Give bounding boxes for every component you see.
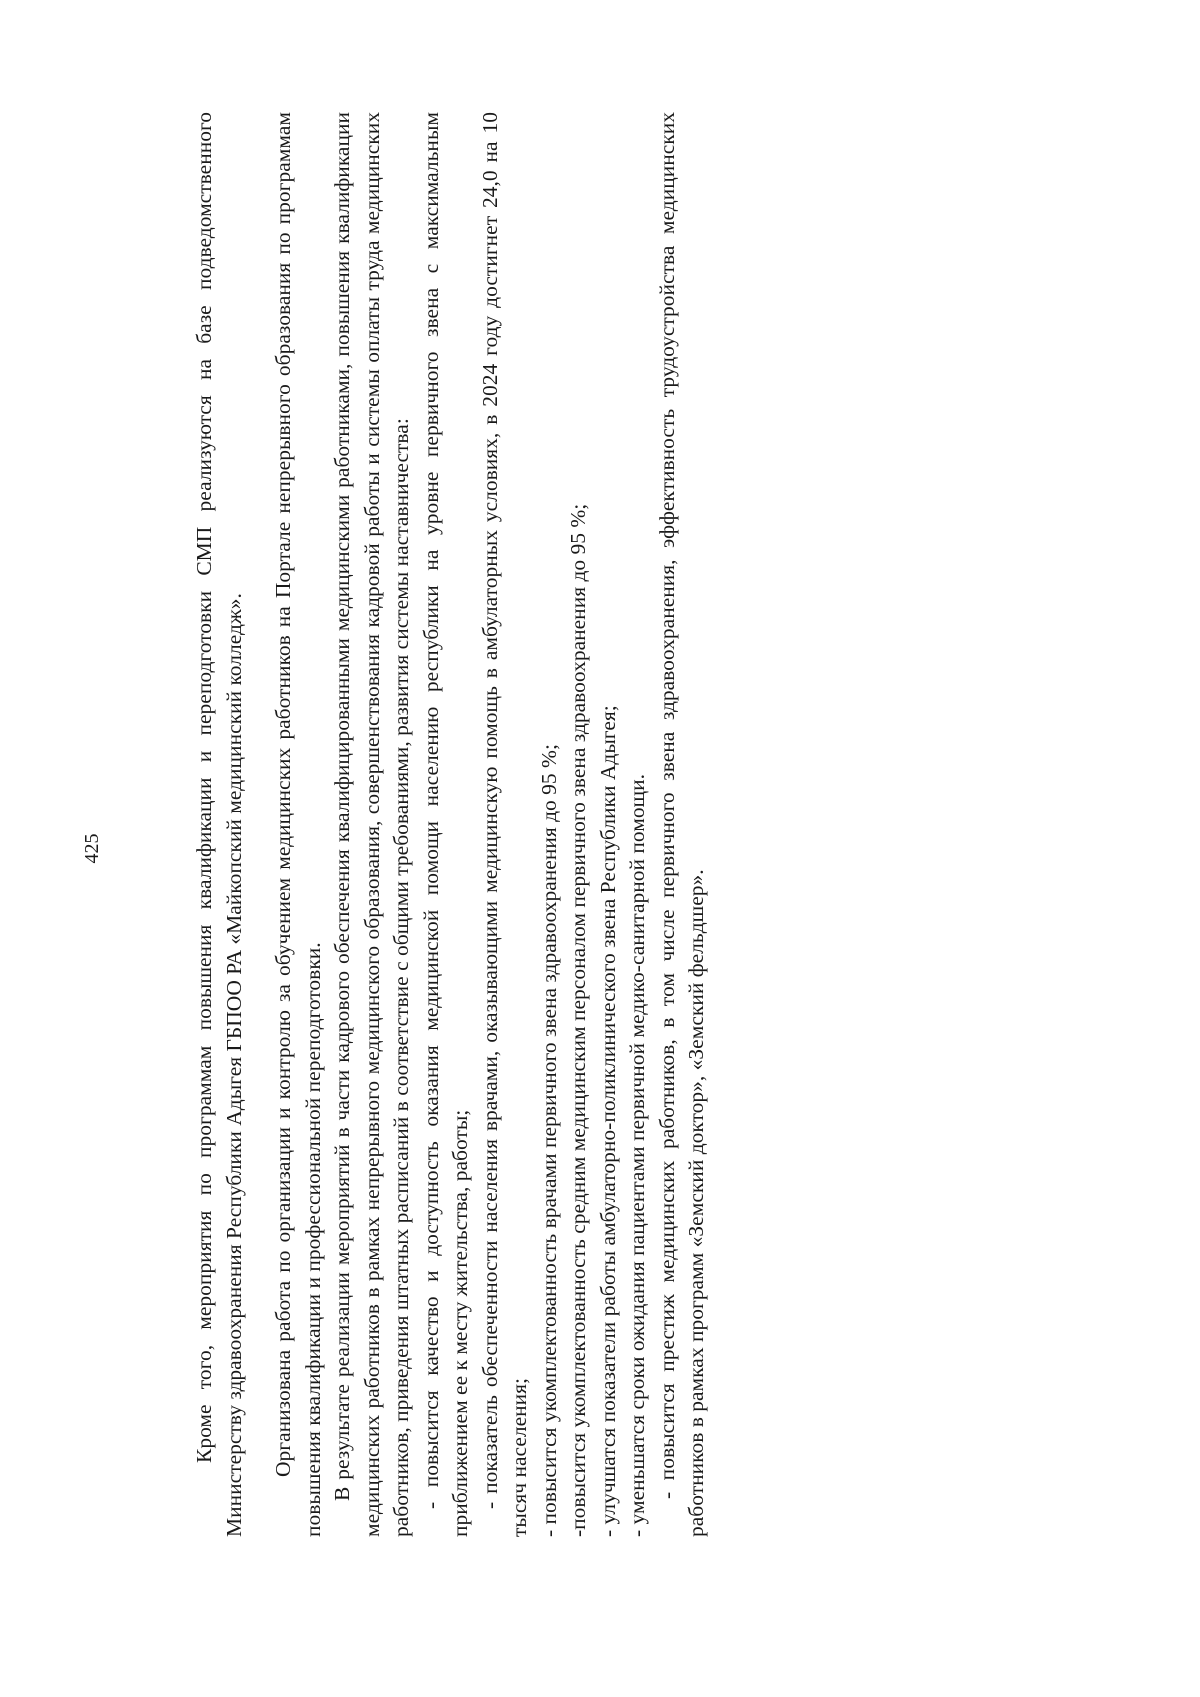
document-body bbox=[190, 112, 712, 1537]
list-item-waiting-times: - уменьшатся сроки ожидания пациентами первичной медико-санитарной помощи. bbox=[625, 773, 649, 1537]
list-item-prestige: - повысится престиж медицинских работников, в том числе первичного звена здравоохранения, эффективность трудоустройства медицинских работников в рамках программ «Земский доктор», «Земский фельдшер». bbox=[654, 112, 708, 1537]
paragraph-results-intro: В результате реализации мероприятий в части кадрового обеспечения квалифицированными медицинскими работниками, повышения квалификации медицинских работников в рамках непрерывного медицинского образования, совершенствования кадровой работы и системы оплаты труда медицинских работников, приведения штатных расписаний в соответствие с общими требованиями, развития системы наставничества: bbox=[330, 112, 413, 1537]
paragraph-smp-training: Кроме того, мероприятия по программам повышения квалификации и переподготовки СМП реализуются на базе подведомственного Министерству здравоохранения Республики Адыгея ГБПОО РА «Майкопский медицинский колледж». bbox=[192, 112, 246, 1537]
list-item-doctor-provision: - показатель обеспеченности населения врачами, оказывающими медицинскую помощь в амбулаторных условиях, в 2024 году достигнет 24,0 на 10 тысяч населения; bbox=[477, 112, 531, 1537]
list-item-outpatient-indicators: - улучшатся показатели работы амбулаторно-поликлинического звена Республики Адыгея; bbox=[595, 705, 620, 1537]
list-item-doctor-staffing: - повысится укомплектованность врачами первичного звена здравоохранения до 95 %; bbox=[536, 744, 561, 1537]
page-number: 425 bbox=[81, 833, 103, 864]
list-item-nurse-staffing: -повысится укомплектованность средним медицинским персоналом первичного звена здравоохранения до 95 %; bbox=[566, 503, 590, 1537]
list-item-quality-access: - повысится качество и доступность оказания медицинской помощи населению республики на уровне первичного звена с максимальным приближением ее к месту жительства, работы; bbox=[418, 112, 472, 1537]
paragraph-portal-training: Организована работа по организации и контролю за обучением медицинских работников на Портале непрерывного образования по программам повышения квалификации и профессиональной переподготовки. bbox=[271, 112, 325, 1537]
